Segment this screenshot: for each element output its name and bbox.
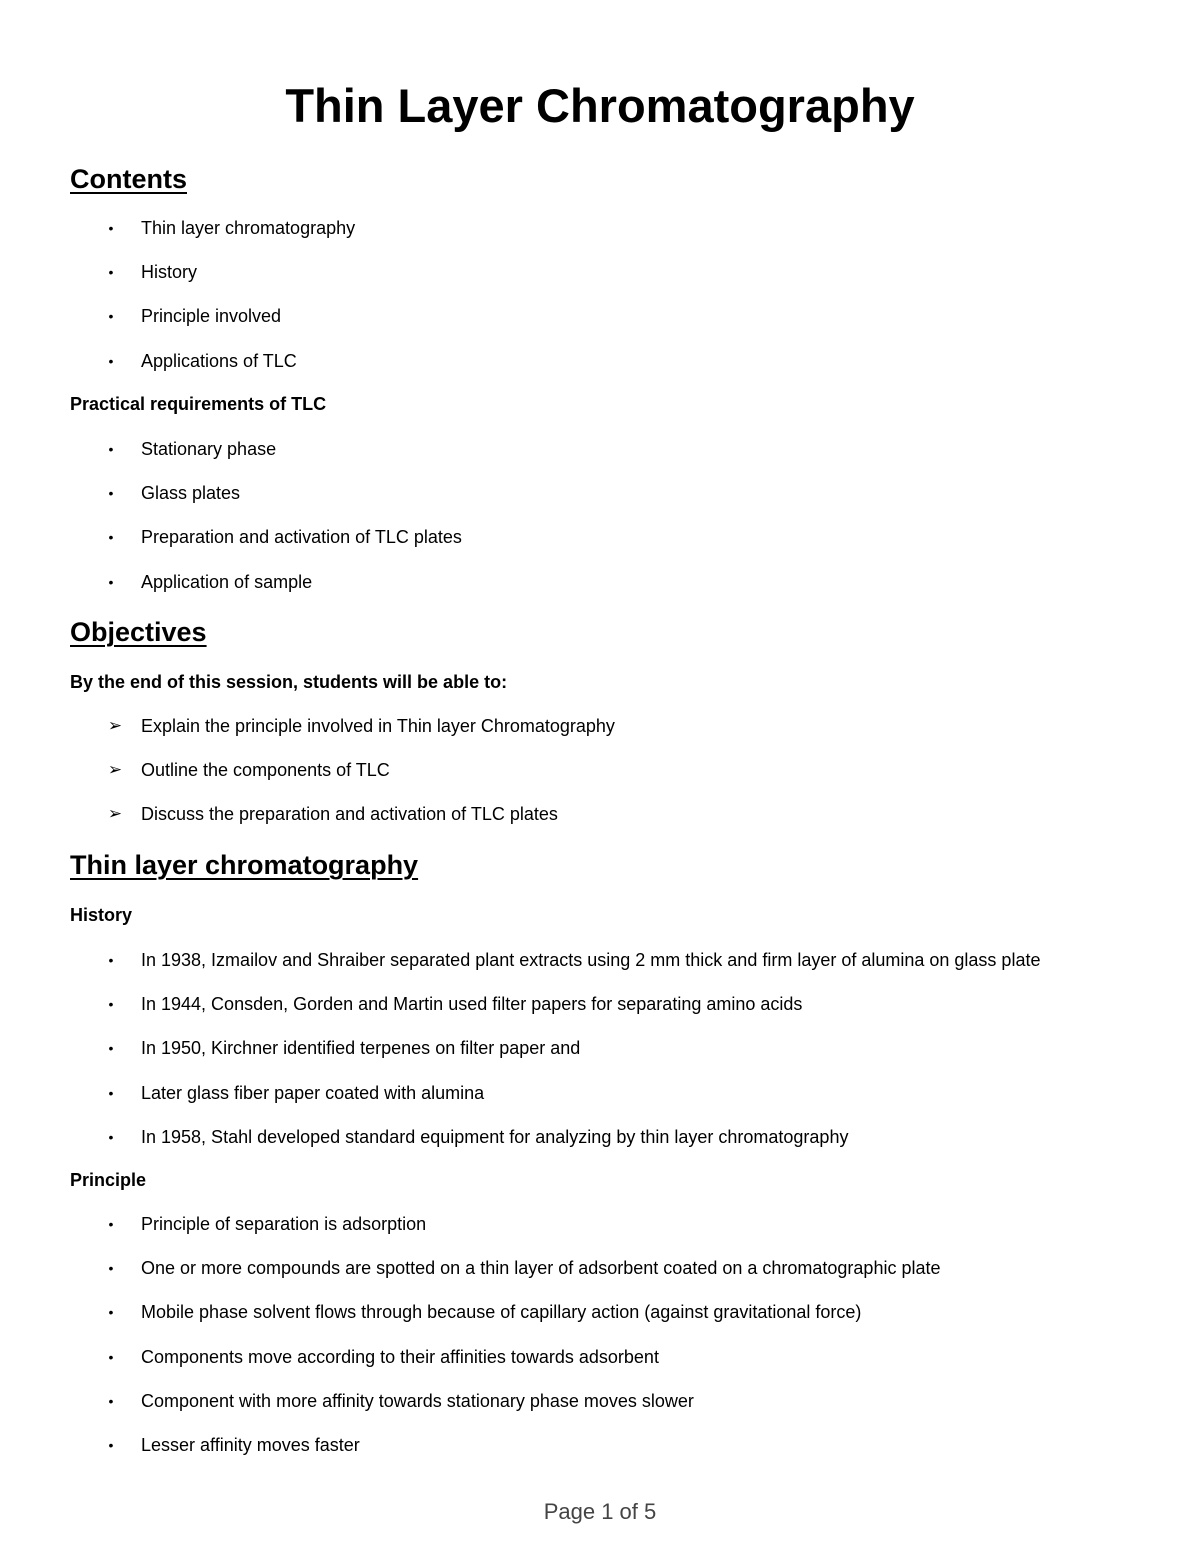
- bullet-icon: •: [108, 308, 114, 325]
- arrow-bullet-icon: ➢: [107, 760, 123, 780]
- bullet-icon: •: [108, 1348, 114, 1365]
- bullet-icon: •: [108, 1084, 114, 1101]
- list-item-text: Application of sample: [141, 571, 313, 592]
- list-item-text: In 1958, Stahl developed standard equipment for analyzing by thin layer chromatography: [141, 1126, 849, 1147]
- arrow-bullet-icon: ➢: [107, 716, 123, 735]
- list-item-text: Outline the components of TLC: [141, 760, 390, 781]
- bullet-icon: •: [108, 952, 114, 968]
- list-item-text: Explain the principle involved in Thin layer Chromatography: [141, 716, 615, 736]
- tlc-heading: Thin layer chromatography: [70, 850, 419, 880]
- list-item-text: Principle involved: [141, 306, 282, 327]
- bullet-icon: •: [108, 441, 114, 457]
- bullet-icon: •: [108, 996, 114, 1013]
- list-item-text: Applications of TLC: [141, 350, 297, 371]
- arrow-bullet-icon: ➢: [107, 804, 123, 824]
- list-item-text: Mobile phase solvent flows through because of capillary action (against gravitational force): [141, 1302, 862, 1323]
- bullet-icon: •: [108, 573, 114, 590]
- list-item-text: Glass plates: [141, 483, 241, 504]
- bullet-icon: •: [108, 1216, 114, 1232]
- list-item-text: In 1944, Consden, Gorden and Martin used filter papers for separating amino acids: [141, 994, 803, 1015]
- list-item-text: Component with more affinity towards stationary phase moves slower: [141, 1390, 694, 1411]
- list-item-text: Later glass fiber paper coated with alumina: [141, 1082, 485, 1103]
- list-item-text: Stationary phase: [141, 439, 277, 459]
- list-item-text: Principle of separation is adsorption: [141, 1214, 427, 1234]
- list-item-text: In 1950, Kirchner identified terpenes on filter paper and: [141, 1038, 581, 1059]
- bullet-icon: •: [108, 1040, 114, 1057]
- bullet-icon: •: [108, 529, 114, 546]
- bullet-icon: •: [108, 1392, 114, 1409]
- objectives-heading: Objectives: [70, 617, 207, 647]
- principle-label: Principle: [70, 1170, 147, 1190]
- list-item-text: Discuss the preparation and activation of TLC plates: [141, 804, 558, 825]
- page-number: Page 1 of 5: [543, 1499, 657, 1524]
- bullet-icon: •: [108, 264, 114, 281]
- objectives-intro: By the end of this session, students will be able to:: [70, 672, 508, 692]
- bullet-icon: •: [108, 1260, 114, 1277]
- list-item-text: One or more compounds are spotted on a thin layer of adsorbent coated on a chromatographic plate: [141, 1258, 941, 1279]
- list-item-text: Lesser affinity moves faster: [141, 1434, 360, 1455]
- list-item-text: History: [141, 262, 198, 283]
- bullet-icon: •: [108, 352, 114, 369]
- bullet-icon: •: [108, 1304, 114, 1321]
- bullet-icon: •: [108, 1436, 114, 1453]
- practical-requirements-label: Practical requirements of TLC: [70, 394, 327, 414]
- bullet-icon: •: [108, 485, 114, 502]
- history-label: History: [70, 905, 133, 925]
- bullet-icon: •: [108, 220, 114, 236]
- list-item-text: In 1938, Izmailov and Shraiber separated plant extracts using 2 mm thick and firm layer of alumina on glass plate: [141, 950, 1041, 970]
- list-item-text: Thin layer chromatography: [141, 218, 356, 238]
- contents-heading: Contents: [70, 164, 187, 194]
- list-item-text: Components move according to their affinities towards adsorbent: [141, 1346, 659, 1367]
- bullet-icon: •: [108, 1128, 114, 1145]
- list-item-text: Preparation and activation of TLC plates: [141, 527, 462, 548]
- document-title: Thin Layer Chromatography: [285, 79, 915, 132]
